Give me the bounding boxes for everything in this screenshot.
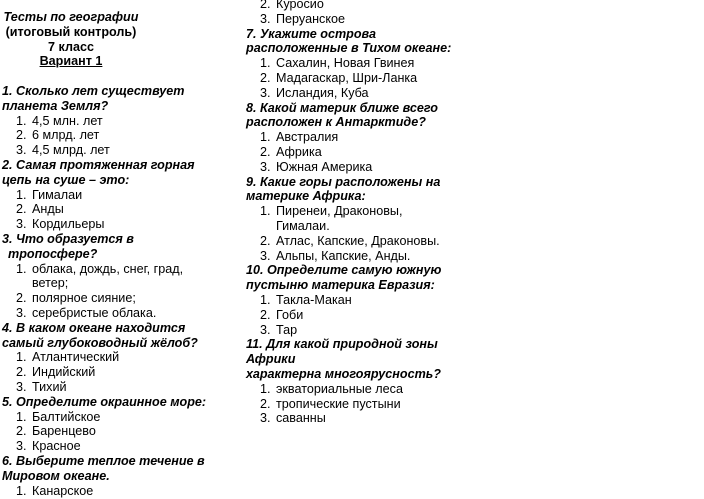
option-text: Красное <box>32 439 81 454</box>
option-number: 1. <box>16 483 27 498</box>
question-block <box>246 0 546 27</box>
answer-options <box>2 114 238 158</box>
option-number: 3. <box>260 322 271 337</box>
question-text: Африки <box>246 352 296 367</box>
question-text: Мировом океане. <box>2 468 110 483</box>
option-text: серебристые облака. <box>32 305 157 320</box>
answer-option <box>246 382 546 397</box>
question-text: 8. Какой материк ближе всего <box>246 100 438 115</box>
question-text: 3. Что образуется в <box>2 231 134 246</box>
answer-option <box>246 411 546 426</box>
answer-option <box>246 130 546 145</box>
answer-option <box>246 160 546 175</box>
question-text: цепь на суше – это: <box>2 172 130 187</box>
option-number: 1. <box>260 204 271 219</box>
question-text: самый глубоководный жёлоб? <box>2 335 198 350</box>
answer-option <box>2 128 238 143</box>
option-number: 1. <box>16 187 27 202</box>
answer-option <box>246 56 546 71</box>
answer-option <box>2 291 238 306</box>
option-number: 2. <box>260 144 271 159</box>
option-text: Пиренеи, Драконовы, <box>276 204 403 219</box>
question-text: 7. Укажите острова <box>246 26 376 41</box>
option-text: Мадагаскар, Шри-Ланка <box>276 70 418 85</box>
option-text: экваториальные леса <box>276 381 403 396</box>
question-text: 2. Самая протяженная горная <box>2 157 195 172</box>
option-text: саванны <box>276 411 326 426</box>
test-title-subject: Тесты по географии <box>3 10 139 24</box>
option-text: Куросио <box>276 0 324 11</box>
answer-option <box>246 86 546 101</box>
question-text: 10. Определите самую южную <box>246 263 442 278</box>
answer-option <box>2 484 238 499</box>
option-number: 3. <box>16 439 27 454</box>
question-block <box>2 395 238 454</box>
answer-options <box>246 0 546 27</box>
answer-option <box>2 410 238 425</box>
option-number: 3. <box>260 11 271 26</box>
answer-option <box>2 262 238 292</box>
answer-options <box>246 293 546 337</box>
option-text: полярное сияние; <box>32 291 136 306</box>
option-text: Южная Америка <box>276 159 373 174</box>
answer-option <box>2 439 238 454</box>
answer-options <box>2 484 238 499</box>
question-block <box>246 175 546 264</box>
answer-option <box>246 293 546 308</box>
option-text: Африка <box>276 144 322 159</box>
option-number: 2. <box>16 128 27 143</box>
question-text: тропосфере? <box>8 246 98 261</box>
right-question-list <box>246 0 546 426</box>
question-text: материке Африка: <box>246 189 366 204</box>
question-block <box>246 337 546 426</box>
right-column <box>246 0 546 426</box>
answer-option <box>2 188 238 203</box>
question-block <box>246 27 546 101</box>
left-question-list <box>2 84 238 498</box>
answer-option <box>246 308 546 323</box>
option-text: Тихий <box>32 379 67 394</box>
option-text: 4,5 млрд. лет <box>32 143 110 158</box>
option-number: 1. <box>16 350 27 365</box>
option-number: 3. <box>16 379 27 394</box>
answer-option <box>2 365 238 380</box>
option-number: 1. <box>260 130 271 145</box>
answer-options <box>246 382 546 426</box>
test-title <box>2 10 140 40</box>
option-number: 2. <box>260 0 271 11</box>
option-number: 1. <box>260 292 271 307</box>
option-number: 2. <box>16 424 27 439</box>
answer-option <box>246 145 546 160</box>
option-number: 2. <box>260 396 271 411</box>
option-number: 3. <box>16 217 27 232</box>
test-title-kind: (итоговый контроль) <box>5 24 137 39</box>
option-number: 2. <box>260 233 271 248</box>
answer-options <box>2 188 238 232</box>
question-block <box>2 232 238 321</box>
option-text: Такла-Макан <box>276 292 352 307</box>
option-number: 1. <box>260 381 271 396</box>
answer-option <box>2 306 238 321</box>
spacer <box>2 69 238 84</box>
question-text: 5. Определите окраинное море: <box>2 394 207 409</box>
option-text: Гоби <box>276 307 304 322</box>
option-text: Исландия, Куба <box>276 85 369 100</box>
answer-option <box>2 202 238 217</box>
option-number: 3. <box>260 85 271 100</box>
option-number: 1. <box>16 113 27 128</box>
answer-option <box>2 424 238 439</box>
answer-option <box>246 397 546 412</box>
test-grade: 7 класс <box>48 39 94 54</box>
question-text: 6. Выберите теплое течение в <box>2 453 205 468</box>
option-number: 2. <box>260 70 271 85</box>
option-text: тропические пустыни <box>276 396 401 411</box>
question-text: характерна многоярусность? <box>246 366 441 381</box>
answer-option <box>2 114 238 129</box>
option-number: 2. <box>16 202 27 217</box>
question-text: пустыню материка Евразия: <box>246 278 435 293</box>
answer-option <box>246 71 546 86</box>
option-number: 1. <box>16 409 27 424</box>
option-text: Австралия <box>276 130 339 145</box>
answer-options <box>2 262 238 321</box>
answer-option <box>2 217 238 232</box>
answer-options <box>246 130 546 174</box>
option-number: 1. <box>16 261 27 276</box>
option-text: Атлантический <box>32 350 120 365</box>
option-text: Атлас, Капские, Драконовы. <box>276 233 440 248</box>
test-header <box>2 10 140 69</box>
question-text: расположенные в Тихом океане: <box>246 41 452 56</box>
option-text: Анды <box>32 202 64 217</box>
answer-option <box>246 12 546 27</box>
option-text: 6 млрд. лет <box>32 128 100 143</box>
option-text: Балтийское <box>32 409 101 424</box>
option-text: Сахалин, Новая Гвинея <box>276 56 415 71</box>
answer-options <box>246 56 546 100</box>
option-number: 3. <box>16 305 27 320</box>
question-text: 9. Какие горы расположены на <box>246 174 441 189</box>
option-number: 1. <box>260 56 271 71</box>
question-text: 4. В каком океане находится <box>2 320 186 335</box>
answer-option <box>246 204 546 234</box>
answer-option <box>246 249 546 264</box>
option-text: Индийский <box>32 365 96 380</box>
option-text: 4,5 млн. лет <box>32 113 103 128</box>
option-number: 2. <box>260 307 271 322</box>
option-text: Баренцево <box>32 424 96 439</box>
answer-options <box>246 204 546 263</box>
option-text: ветер; <box>32 276 69 291</box>
option-number: 2. <box>16 365 27 380</box>
question-text: 11. Для какой природной зоны <box>246 337 438 352</box>
answer-option <box>246 0 546 12</box>
option-text: Тар <box>276 322 298 337</box>
question-text: планета Земля? <box>2 98 109 113</box>
option-text: Альпы, Капские, Анды. <box>276 248 411 263</box>
question-block <box>2 84 238 158</box>
answer-options <box>2 410 238 454</box>
option-text: Кордильеры <box>32 217 105 232</box>
option-number: 2. <box>16 291 27 306</box>
question-block <box>2 321 238 395</box>
answer-option <box>2 143 238 158</box>
answer-option <box>246 323 546 338</box>
option-text: Перуанское <box>276 11 345 26</box>
question-block <box>2 454 238 498</box>
question-block <box>246 101 546 175</box>
test-variant: Вариант 1 <box>39 54 103 69</box>
option-number: 3. <box>260 248 271 263</box>
option-text: облака, дождь, снег, град, <box>32 261 184 276</box>
answer-option <box>2 380 238 395</box>
question-block <box>2 158 238 232</box>
answer-option <box>2 350 238 365</box>
question-text: 1. Сколько лет существует <box>2 83 185 98</box>
question-block <box>246 263 546 337</box>
answer-options <box>2 350 238 394</box>
option-text: Гималаи. <box>276 218 330 233</box>
question-text: расположен к Антарктиде? <box>246 115 426 130</box>
option-number: 3. <box>260 159 271 174</box>
option-text: Гималаи <box>32 187 83 202</box>
left-column <box>2 10 238 498</box>
option-number: 3. <box>16 143 27 158</box>
option-text: Канарское <box>32 483 94 498</box>
answer-option <box>246 234 546 249</box>
option-number: 3. <box>260 411 271 426</box>
